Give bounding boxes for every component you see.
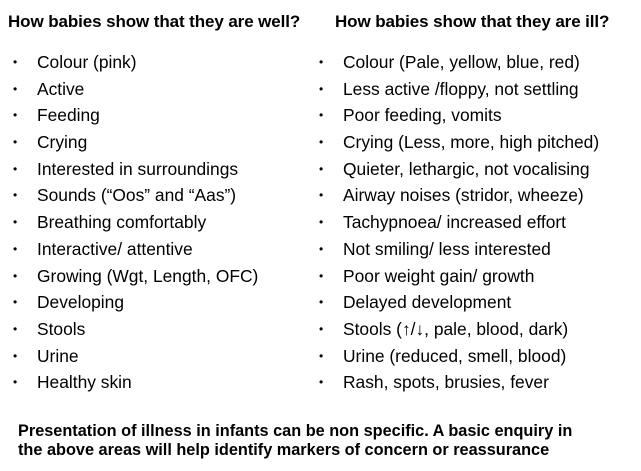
well-signs-list [8,49,258,396]
list-item [319,263,599,290]
list-item [8,289,258,316]
bullet-icon: • [13,108,18,123]
list-item-text: Poor feeding, vomits [343,105,502,126]
bullet-icon: • [319,81,324,96]
list-item [8,182,258,209]
summary-note-line: Presentation of illness in infants can be non specific. A basic enquiry in [18,422,573,440]
list-item [8,369,258,396]
list-item [8,49,258,76]
list-item [8,209,258,236]
list-item [8,102,258,129]
list-item [8,316,258,343]
list-item [8,156,258,183]
bullet-icon: • [319,268,324,283]
list-item-text: Healthy skin [37,372,132,393]
list-item [319,129,600,156]
bullet-icon: • [319,241,324,256]
bullet-icon: • [13,295,18,310]
bullet-icon: • [13,161,18,176]
list-item-text: Interactive/ attentive [37,238,193,259]
list-item [319,49,599,76]
list-item-text: Crying (Less, more, high pitched) [343,132,600,153]
bullet-icon: • [319,295,324,310]
bullet-icon: • [13,348,18,363]
list-item-text: Poor weight gain/ growth [343,265,535,286]
list-item [319,156,599,183]
bullet-icon: • [319,321,324,336]
list-item-text: Growing (Wgt, Length, OFC) [37,265,259,286]
bullet-icon: • [13,375,18,390]
ill-signs-heading: How babies show that they are ill? [335,12,610,31]
list-item [8,76,258,103]
list-item-text: Rash, spots, brusies, fever [343,372,549,393]
list-item-text: Delayed development [343,292,512,313]
list-item [319,209,599,236]
bullet-icon: • [13,241,18,256]
bullet-icon: • [319,188,324,203]
list-item [319,289,599,316]
list-item [319,316,599,343]
list-item-text: Less active /floppy, not settling [343,78,579,99]
list-item-text: Crying [37,132,88,153]
list-item-text: Colour (Pale, yellow, blue, red) [343,52,580,72]
list-item [8,263,258,290]
list-item [319,369,599,396]
bullet-icon: • [13,81,18,96]
list-item-text: Stools [37,318,86,339]
list-item-text: Not smiling/ less interested [343,238,551,259]
list-item-text: Breathing comfortably [37,212,207,233]
list-item [319,102,599,129]
bullet-icon: • [319,348,324,363]
list-item [319,182,599,209]
bullet-icon: • [319,375,324,390]
bullet-icon: • [319,135,324,150]
bullet-icon: • [13,268,18,283]
bullet-icon: • [319,108,324,123]
list-item-text: Quieter, lethargic, not vocalising [343,158,590,179]
summary-note-line: the above areas will help identify markers of concern or reassurance [18,441,550,459]
list-item-text: Interested in surroundings [37,158,239,179]
summary-note [18,422,638,460]
list-item [8,343,258,370]
ill-signs-list [319,49,600,396]
list-item-text: Urine (reduced, smell, blood) [343,345,567,366]
well-signs-heading: How babies show that they are well? [8,12,301,31]
bullet-icon: • [319,215,324,230]
list-item-text: Feeding [37,105,100,126]
list-item [319,343,599,370]
list-item-text: Airway noises (stridor, wheeze) [343,185,584,206]
list-item-text: Stools (↑/↓, pale, blood, dark) [343,318,569,339]
bullet-icon: • [13,55,18,69]
bullet-icon: • [13,321,18,336]
bullet-icon: • [13,188,18,203]
list-item [8,236,258,263]
list-item [8,129,258,156]
bullet-icon: • [13,215,18,230]
list-item-text: Colour (pink) [37,52,137,72]
list-item-text: Active [37,78,85,99]
list-item-text: Developing [37,292,125,313]
bullet-icon: • [13,135,18,150]
list-item-text: Sounds (“Oos” and “Aas”) [37,185,237,206]
list-item [319,236,599,263]
list-item [319,76,599,103]
bullet-icon: • [319,55,324,69]
list-item-text: Urine [37,345,79,366]
list-item-text: Tachypnoea/ increased effort [343,212,567,233]
bullet-icon: • [319,161,324,176]
